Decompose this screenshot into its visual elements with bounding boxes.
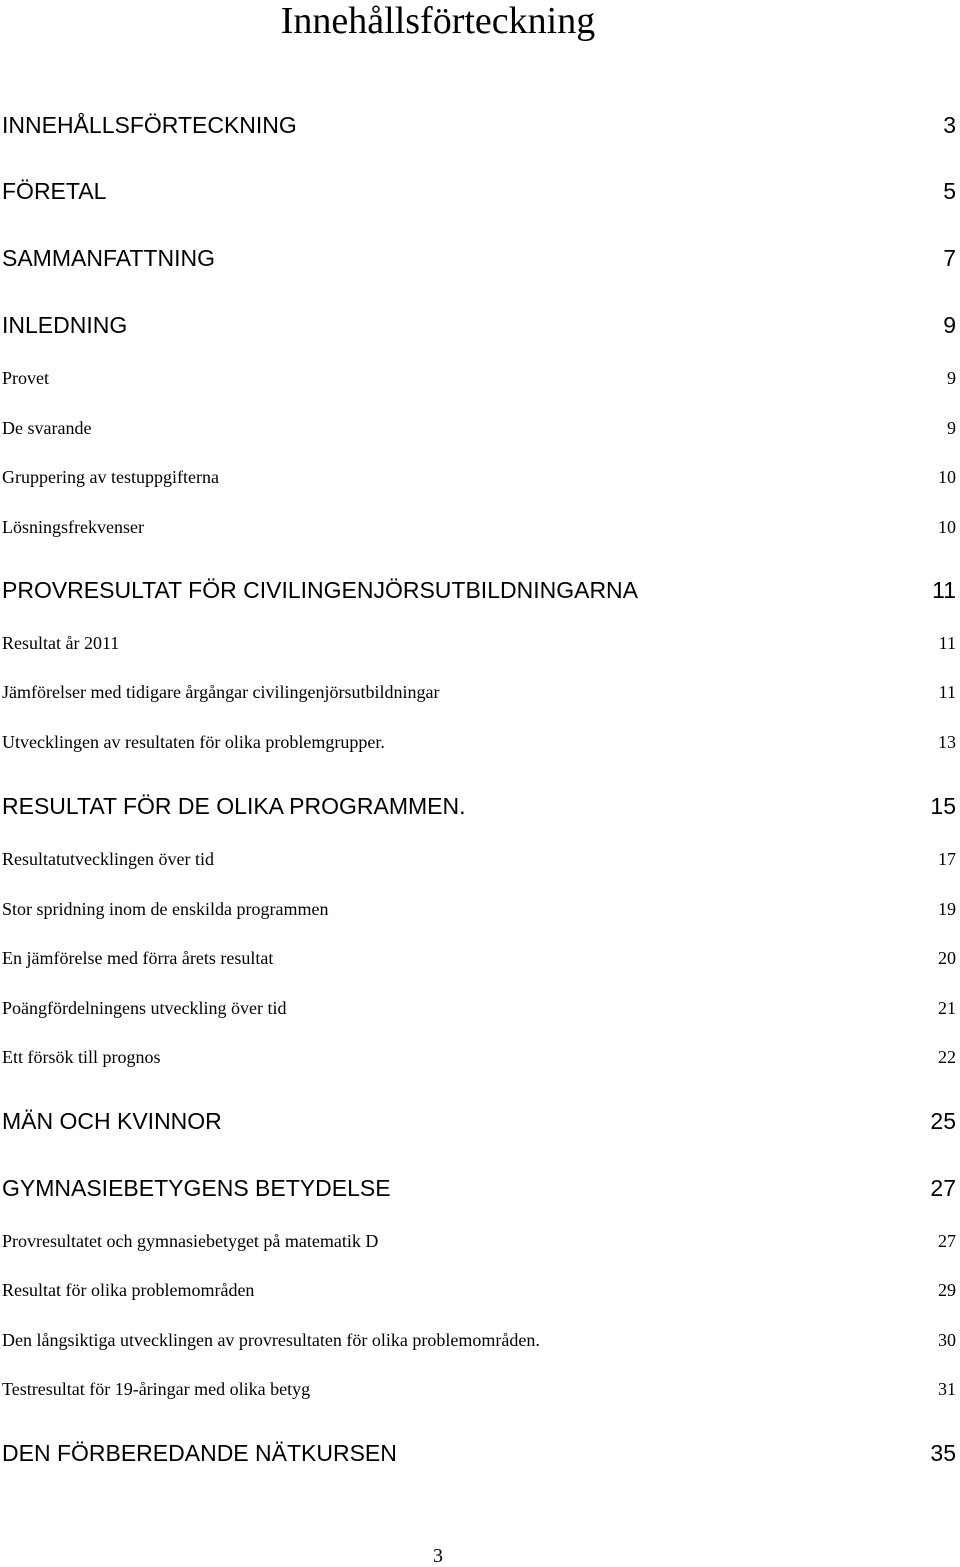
toc-entry-page: 3 (943, 112, 956, 138)
toc-entry-page: 11 (932, 577, 956, 603)
toc-entry-label: Provet (2, 368, 49, 388)
toc-entry-label: INNEHÅLLSFÖRTECKNING (2, 112, 297, 138)
toc-entry[interactable] (2, 898, 956, 920)
page-title: Innehållsförteckning (280, 0, 596, 42)
toc-entry[interactable] (2, 792, 956, 820)
toc-entry[interactable] (2, 311, 956, 339)
toc-entry-label: Gruppering av testuppgifterna (2, 467, 219, 487)
toc-entry-page: 13 (938, 732, 956, 752)
toc-entry-page: 19 (938, 899, 956, 919)
toc-entry-label: De svarande (2, 418, 92, 438)
toc-entry-label: MÄN OCH KVINNOR (2, 1108, 222, 1134)
toc-entry-label: Testresultat för 19-åringar med olika betyg (2, 1379, 311, 1399)
toc-entry[interactable] (2, 177, 956, 205)
toc-entry-label: Utvecklingen av resultaten för olika problemgrupper. (2, 732, 385, 752)
toc-entry-label: GYMNASIEBETYGENS BETYDELSE (2, 1175, 391, 1201)
toc-entry[interactable] (2, 466, 956, 488)
toc-entry[interactable] (2, 997, 956, 1019)
toc-entry[interactable] (2, 1439, 956, 1467)
toc-entry-page: 15 (930, 793, 956, 819)
toc-entry-page: 35 (930, 1440, 956, 1466)
toc-entry[interactable] (2, 681, 956, 703)
toc-entry[interactable] (2, 1107, 956, 1135)
toc-entry[interactable] (2, 1174, 956, 1202)
toc-entry[interactable] (2, 632, 956, 654)
toc-entry[interactable] (2, 1046, 956, 1068)
toc-entry-page: 25 (930, 1108, 956, 1134)
toc-entry-label: Lösningsfrekvenser (2, 517, 144, 537)
toc-entry[interactable] (2, 731, 956, 753)
toc-entry[interactable] (2, 244, 956, 272)
toc-entry[interactable] (2, 111, 956, 139)
toc-entry-label: DEN FÖRBEREDANDE NÄTKURSEN (2, 1440, 397, 1466)
toc-entry[interactable] (2, 1329, 956, 1351)
toc-entry-label: Poängfördelningens utveckling över tid (2, 998, 287, 1018)
toc-entry-page: 27 (930, 1175, 956, 1201)
toc-entry[interactable] (2, 516, 956, 538)
toc-entry-label: Den långsiktiga utvecklingen av provresultaten för olika problemområden. (2, 1330, 540, 1350)
toc-entry-page: 31 (938, 1379, 956, 1399)
toc-entry-page: 21 (938, 998, 956, 1018)
toc-entry-label: PROVRESULTAT FÖR CIVILINGENJÖRSUTBILDNINGARNA (2, 577, 639, 603)
toc-entry-page: 5 (943, 178, 956, 204)
toc-entry-page: 11 (938, 633, 956, 653)
toc-entry-label: Stor spridning inom de enskilda programmen (2, 899, 329, 919)
toc-entry-label: Provresultatet och gymnasiebetyget på matematik D (2, 1231, 379, 1251)
toc-entry-label: Resultat för olika problemområden (2, 1280, 255, 1300)
toc-entry[interactable] (2, 417, 956, 439)
toc-entry-label: RESULTAT FÖR DE OLIKA PROGRAMMEN. (2, 793, 466, 819)
toc-entry-page: 10 (938, 467, 956, 487)
toc-entry[interactable] (2, 848, 956, 870)
toc-entry-page: 29 (938, 1280, 956, 1300)
toc-entry[interactable] (2, 1378, 956, 1400)
toc-entry-page: 9 (943, 312, 956, 338)
toc-entry-page: 20 (938, 948, 956, 968)
toc-entry-label: En jämförelse med förra årets resultat (2, 948, 274, 968)
toc-entry[interactable] (2, 1279, 956, 1301)
toc-entry[interactable] (2, 1230, 956, 1252)
toc-entry-page: 7 (943, 245, 956, 271)
toc-entry-label: Ett försök till prognos (2, 1047, 161, 1067)
toc-entry-label: Resultat år 2011 (2, 633, 120, 653)
toc-entry-page: 11 (938, 682, 956, 702)
toc-entry[interactable] (2, 576, 956, 604)
toc-entry[interactable] (2, 947, 956, 969)
toc-entry-label: FÖRETAL (2, 178, 107, 204)
toc-entry-page: 17 (938, 849, 956, 869)
toc-entry-label: SAMMANFATTNING (2, 245, 215, 271)
toc-entry-label: Jämförelser med tidigare årgångar civilingenjörsutbildningar (2, 682, 440, 702)
toc-entry-label: Resultatutvecklingen över tid (2, 849, 214, 869)
toc-entry-page: 27 (938, 1231, 956, 1251)
toc-entry[interactable] (2, 367, 956, 389)
toc-entry-page: 30 (938, 1330, 956, 1350)
toc-entry-label: INLEDNING (2, 312, 128, 338)
toc-entry-page: 9 (947, 418, 956, 438)
toc-entry-page: 10 (938, 517, 956, 537)
toc-entry-page: 22 (938, 1047, 956, 1067)
page-number: 3 (433, 1545, 443, 1567)
toc-entry-page: 9 (947, 368, 956, 388)
